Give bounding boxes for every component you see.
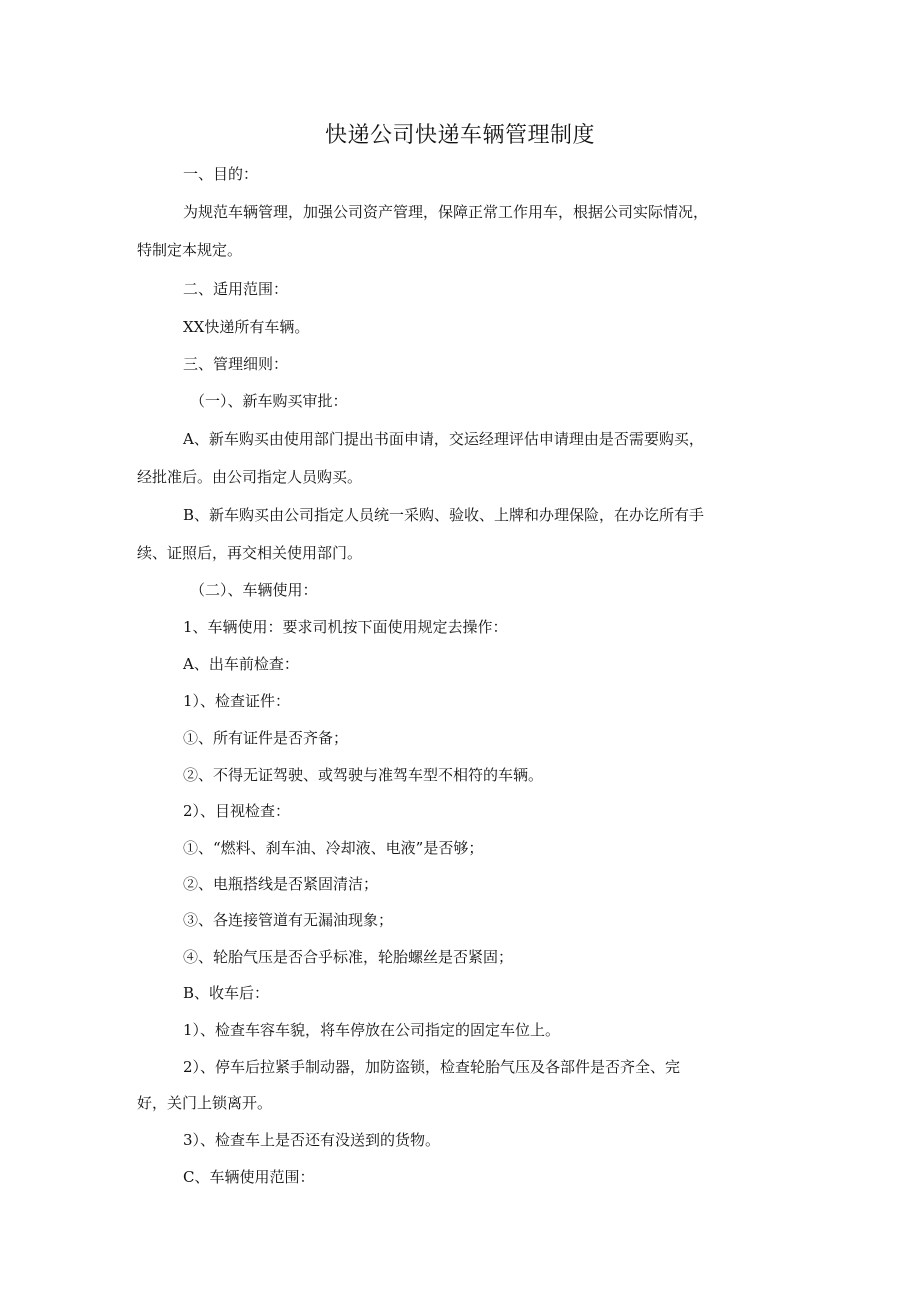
section-heading-purpose: 一、目的： bbox=[183, 165, 259, 183]
paragraph-line: ②、不得无证驾驶、或驾驶与准驾车型不相符的车辆。 bbox=[183, 766, 544, 784]
paragraph-line: 1）、检查车容车貌，将车停放在公司指定的固定车位上。 bbox=[183, 1021, 561, 1039]
paragraph-line: ①、“燃料、刹车油、冷却液、电液”是否够； bbox=[183, 839, 484, 857]
paragraph-line: 2）、停车后拉紧手制动器，加防盗锁，检查轮胎气压及各部件是否齐全、完 bbox=[183, 1058, 681, 1076]
section-heading-rules: 三、管理细则： bbox=[183, 355, 289, 373]
document-title: 快递公司快递车辆管理制度 bbox=[324, 123, 595, 148]
paragraph-line: A、新车购买由使用部门提出书面申请，交运经理评估申请理由是否需要购买， bbox=[183, 430, 704, 448]
paragraph-line: 经批准后。由公司指定人员购买。 bbox=[137, 468, 363, 486]
paragraph-line: C、车辆使用范围： bbox=[183, 1168, 315, 1186]
paragraph-line: ④、轮胎气压是否合乎标准，轮胎螺丝是否紧固； bbox=[183, 948, 514, 966]
paragraph-line: 为规范车辆管理，加强公司资产管理，保障正常工作用车，根据公司实际情况， bbox=[183, 203, 709, 221]
subsection-heading: （一）、新车购买审批： bbox=[190, 392, 348, 410]
paragraph-line: A、出车前检查： bbox=[183, 655, 299, 673]
paragraph-line: B、新车购买由公司指定人员统一采购、验收、上牌和办理保险，在办讫所有手 bbox=[183, 506, 705, 524]
paragraph-line: 1、车辆使用：要求司机按下面使用规定去操作： bbox=[183, 618, 508, 636]
subsection-heading: （二）、车辆使用： bbox=[190, 581, 318, 599]
paragraph-line: XX快递所有车辆。 bbox=[183, 318, 310, 336]
paragraph-line: 特制定本规定。 bbox=[137, 241, 243, 259]
paragraph-line: 1）、检查证件： bbox=[183, 692, 291, 710]
section-heading-scope: 二、适用范围： bbox=[183, 280, 289, 298]
paragraph-line: ②、电瓶搭线是否紧固清洁； bbox=[183, 875, 379, 893]
paragraph-line: 续、证照后，再交相关使用部门。 bbox=[137, 544, 363, 562]
paragraph-line: ①、所有证件是否齐备； bbox=[183, 729, 349, 747]
paragraph-line: B、收车后： bbox=[183, 984, 270, 1002]
paragraph-line: 好，关门上锁离开。 bbox=[137, 1094, 273, 1112]
paragraph-line: ③、各连接管道有无漏油现象； bbox=[183, 911, 394, 929]
paragraph-line: 2）、目视检查： bbox=[183, 802, 291, 820]
paragraph-line: 3）、检查车上是否还有没送到的货物。 bbox=[183, 1131, 441, 1149]
